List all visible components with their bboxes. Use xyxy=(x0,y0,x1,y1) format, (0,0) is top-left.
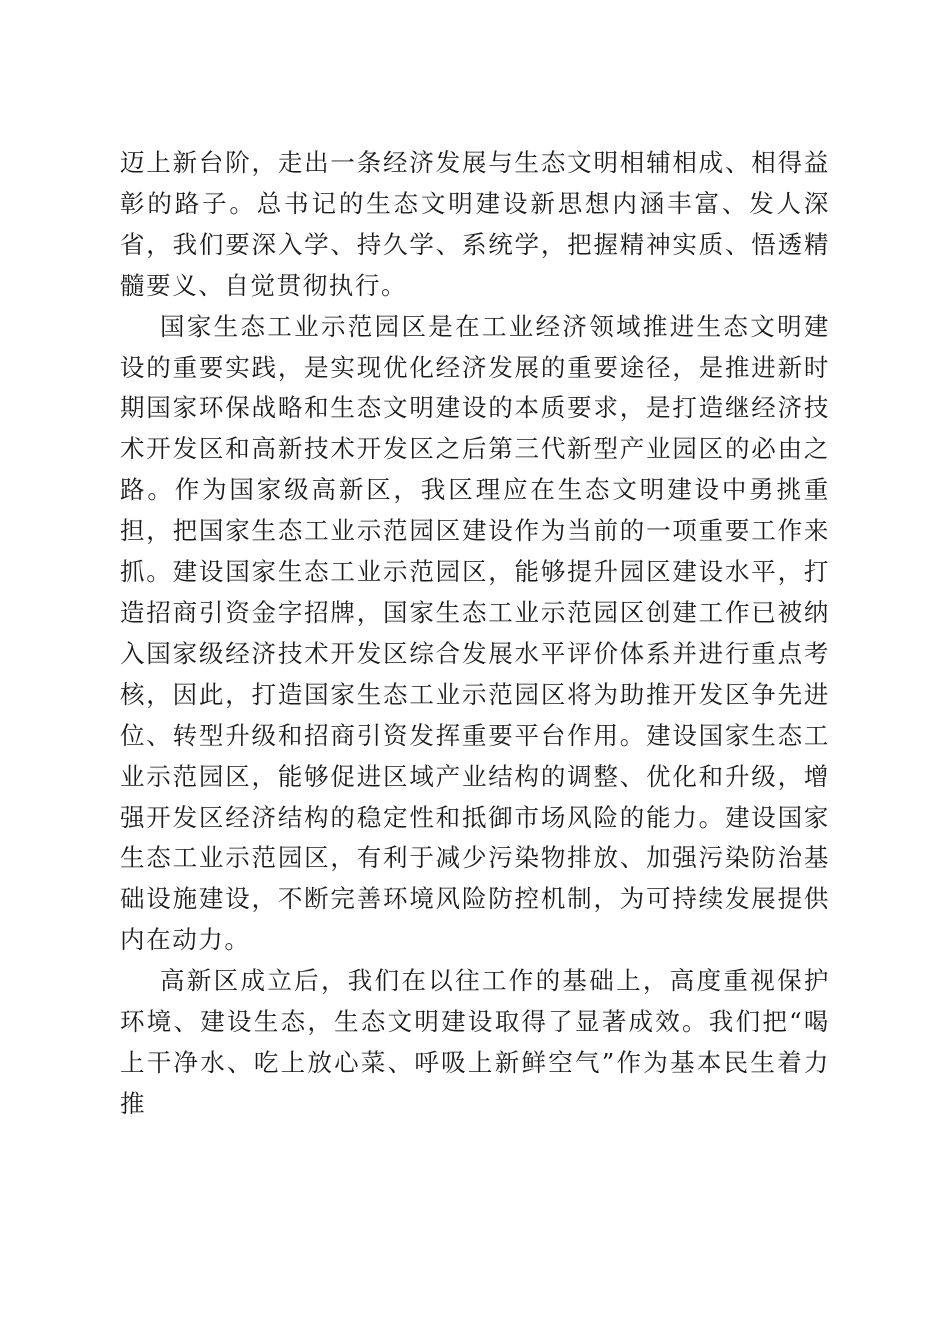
document-body xyxy=(120,143,830,1125)
paragraph-high-tech-zone: 高新区成立后，我们在以往工作的基础上，高度重视保护环境、建设生态，生态文明建设取得了显著成效。我们把“喝上干净水、吃上放心菜、呼吸上新鲜空气”作为基本民生着力推 xyxy=(120,966,830,1118)
paragraph-eco-industrial-park: 国家生态工业示范园区是在工业经济领域推进生态文明建设的重要实践，是实现优化经济发展的重要途径，是推进新时期国家环保战略和生态文明建设的本质要求，是打造继经济技术开发区和高新技术开发区之后第三代新型产业园区的必由之路。作为国家级高新区，我区理应在生态文明建设中勇挑重担，把国家生态工业示范园区建设作为当前的一项重要工作来抓。建设国家生态工业示范园区，能够提升园区建设水平，打造招商引资金字招牌，国家生态工业示范园区创建工作已被纳入国家级经济技术开发区综合发展水平评价体系并进行重点考核，因此，打造国家生态工业示范园区将为助推开发区争先进位、转型升级和招商引资发挥重要平台作用。建设国家生态工业示范园区，能够促进区域产业结构的调整、优化和升级，增强开发区经济结构的稳定性和抵御市场风险的能力。建设国家生态工业示范园区，有利于减少污染物排放、加强污染防治基础设施建设，不断完善环境风险防控机制，为可持续发展提供内在动力。 xyxy=(120,311,830,955)
paragraph-continued: 迈上新台阶，走出一条经济发展与生态文明相辅相成、相得益彰的路子。总书记的生态文明建设新思想内涵丰富、发人深省，我们要深入学、持久学、系统学，把握精神实质、悟透精髓要义、自觉贯彻执行。 xyxy=(120,148,830,300)
